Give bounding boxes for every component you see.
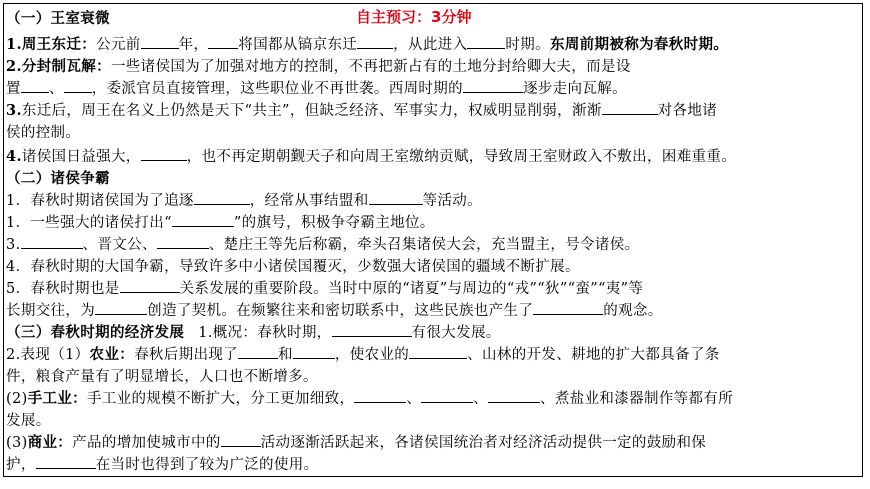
blank-field[interactable]	[36, 455, 96, 469]
text-fragment: 、	[473, 391, 489, 407]
text-fragment: ，从此进入	[393, 37, 468, 53]
line-19	[6, 433, 706, 453]
bold-note: 东周前期被称为春秋时期。	[549, 36, 729, 53]
text-fragment: 、山林的开发、耕地的扩大都具备了条	[467, 347, 720, 363]
blank-field[interactable]	[21, 235, 83, 249]
blank-field[interactable]	[172, 213, 234, 227]
text-fragment: 春秋后期出现了	[134, 347, 239, 363]
label-fenfengzhi: 2.分封制瓦解：	[6, 58, 111, 75]
text-fragment: 、晋文公、	[82, 237, 157, 253]
text-fragment: 置	[6, 81, 21, 97]
text-fragment: ”的旗号，积极争夺霸主地位。	[233, 215, 435, 231]
line-6	[6, 147, 736, 167]
text-fragment: 和	[278, 347, 293, 363]
text-fragment: ，委派官员直接管理，这些职位业不再世袭。西周时期的	[91, 81, 463, 97]
text-fragment: 护，	[6, 457, 36, 473]
text-fragment: 诸侯国日益强大，	[21, 149, 141, 165]
blank-field[interactable]	[421, 389, 473, 403]
text-fragment: 逐步走向瓦解。	[522, 81, 627, 97]
text-fragment: 产品的增加使城市中的	[72, 435, 221, 451]
line-17	[6, 389, 733, 409]
blank-field[interactable]	[488, 389, 540, 403]
line-8	[6, 191, 482, 211]
line-5: 侯的控制。	[6, 125, 81, 141]
blank-field[interactable]	[467, 35, 505, 49]
item-number: (2)	[6, 391, 28, 407]
line-4	[6, 101, 717, 121]
line-16: 件，粮食产量有了明显增长，人口也不断增多。	[6, 369, 318, 385]
blank-field[interactable]	[95, 301, 147, 315]
text-fragment: ，也不再定期朝觐天子和向周王室缴纳贡赋，导致周王室财政入不敷出，困难重重。	[186, 149, 737, 165]
text-fragment: 将国都从镐京东迁	[238, 37, 358, 53]
line-11: 4．春秋时期的大国争霸，导致许多中小诸侯国覆灭，少数强大诸侯国的疆域不断扩展。	[6, 259, 580, 275]
line-1	[6, 35, 728, 55]
text-fragment: ，使农业的	[334, 347, 410, 363]
blank-field[interactable]	[238, 345, 278, 359]
blank-field[interactable]	[64, 79, 92, 93]
item-number: 4.	[6, 148, 22, 165]
label-shangye: 商业：	[27, 434, 73, 451]
blank-field[interactable]	[21, 79, 49, 93]
text-fragment: 在当时也得到了较为广泛的使用。	[95, 457, 319, 473]
blank-field[interactable]	[293, 345, 335, 359]
text-fragment: 、	[406, 391, 422, 407]
label-nongye: 农业：	[89, 346, 135, 363]
text-fragment: 、煮盐业和漆器制作等都有所	[540, 391, 734, 407]
blank-field[interactable]	[157, 235, 209, 249]
blank-field[interactable]	[463, 79, 523, 93]
text-fragment: 东迁后，周王在名义上仍然是天下“共主”，但缺乏经济、军事实力，权威明显削弱，渐渐	[21, 103, 602, 119]
text-fragment: 创造了契机。在频繁往来和密切联系中，这些民族也产生了	[147, 303, 534, 319]
blank-field[interactable]	[357, 35, 393, 49]
label-shougongye: 手工业：	[27, 390, 87, 407]
header-title: 自主预习：3分钟	[356, 8, 472, 26]
blank-field[interactable]	[409, 345, 467, 359]
text-fragment: 对各地诸	[657, 103, 718, 119]
text-fragment: 一些诸侯国为了加强对地方的控制，不再把新占有的土地分封给卿大夫，而是设	[110, 59, 631, 75]
text-fragment: 活动逐渐活跃起来，各诸侯国统治者对经济活动提供一定的鼓励和保	[260, 435, 707, 451]
text-fragment: 时期。	[505, 37, 550, 53]
line-3	[6, 79, 627, 99]
text-fragment: 、	[48, 81, 64, 97]
line-9	[6, 213, 435, 233]
blank-field[interactable]	[208, 35, 238, 49]
blank-field[interactable]	[332, 323, 412, 337]
section-heading-wangshi: （一）王室衰微	[6, 10, 110, 27]
blank-field[interactable]	[120, 279, 180, 293]
line-15	[6, 345, 720, 365]
text-fragment: 1.概况：春秋时期，	[198, 325, 332, 341]
text-fragment: 的观念。	[603, 303, 663, 319]
section-heading-jingji: （三）春秋时期的经济发展	[6, 324, 185, 341]
line-18: 发展。	[6, 413, 51, 429]
line-20	[6, 455, 318, 475]
label-zhouwang-dongqian: 1.周王东迁：	[6, 36, 97, 53]
blank-field[interactable]	[141, 147, 187, 161]
line-12	[6, 279, 643, 299]
section-heading-zhengba: （二）诸侯争霸	[6, 170, 110, 187]
text-fragment: 长期交往，为	[6, 303, 96, 319]
text-fragment: 1．一些强大的诸侯打出“	[6, 215, 172, 231]
blank-field[interactable]	[194, 191, 250, 205]
item-number: (3)	[6, 435, 28, 451]
text-fragment: 1．春秋时期诸侯国为了追逐	[6, 193, 194, 209]
text-fragment: 关系发展的重要阶段。当时中原的“诸夏”与周边的“戎”“狄”“蛮”“夷”等	[179, 281, 644, 297]
blank-field[interactable]	[533, 301, 603, 315]
text-fragment: ，经常从事结盟和	[249, 193, 369, 209]
text-fragment: 5．春秋时期也是	[6, 281, 120, 297]
line-14	[6, 323, 501, 343]
line-13	[6, 301, 663, 321]
item-number: 3.	[6, 237, 21, 253]
text-fragment: 公元前	[96, 37, 141, 53]
blank-field[interactable]	[354, 389, 406, 403]
text-fragment: 手工业的规模不断扩大，分工更加细致，	[87, 391, 355, 407]
text-fragment: 、楚庄王等先后称霸，牵头召集诸侯大会，充当盟主，号令诸侯。	[208, 237, 640, 253]
item-number: 3.	[6, 102, 22, 119]
blank-field[interactable]	[602, 101, 658, 115]
text-fragment: 年，	[178, 37, 209, 53]
blank-field[interactable]	[221, 433, 261, 447]
text-fragment: 2.表现（1）	[6, 347, 90, 363]
blank-field[interactable]	[141, 35, 179, 49]
line-10	[6, 235, 639, 255]
blank-field[interactable]	[369, 191, 423, 205]
text-fragment: 有很大发展。	[411, 325, 501, 341]
text-fragment: 等活动。	[422, 193, 482, 209]
line-2	[6, 57, 631, 77]
